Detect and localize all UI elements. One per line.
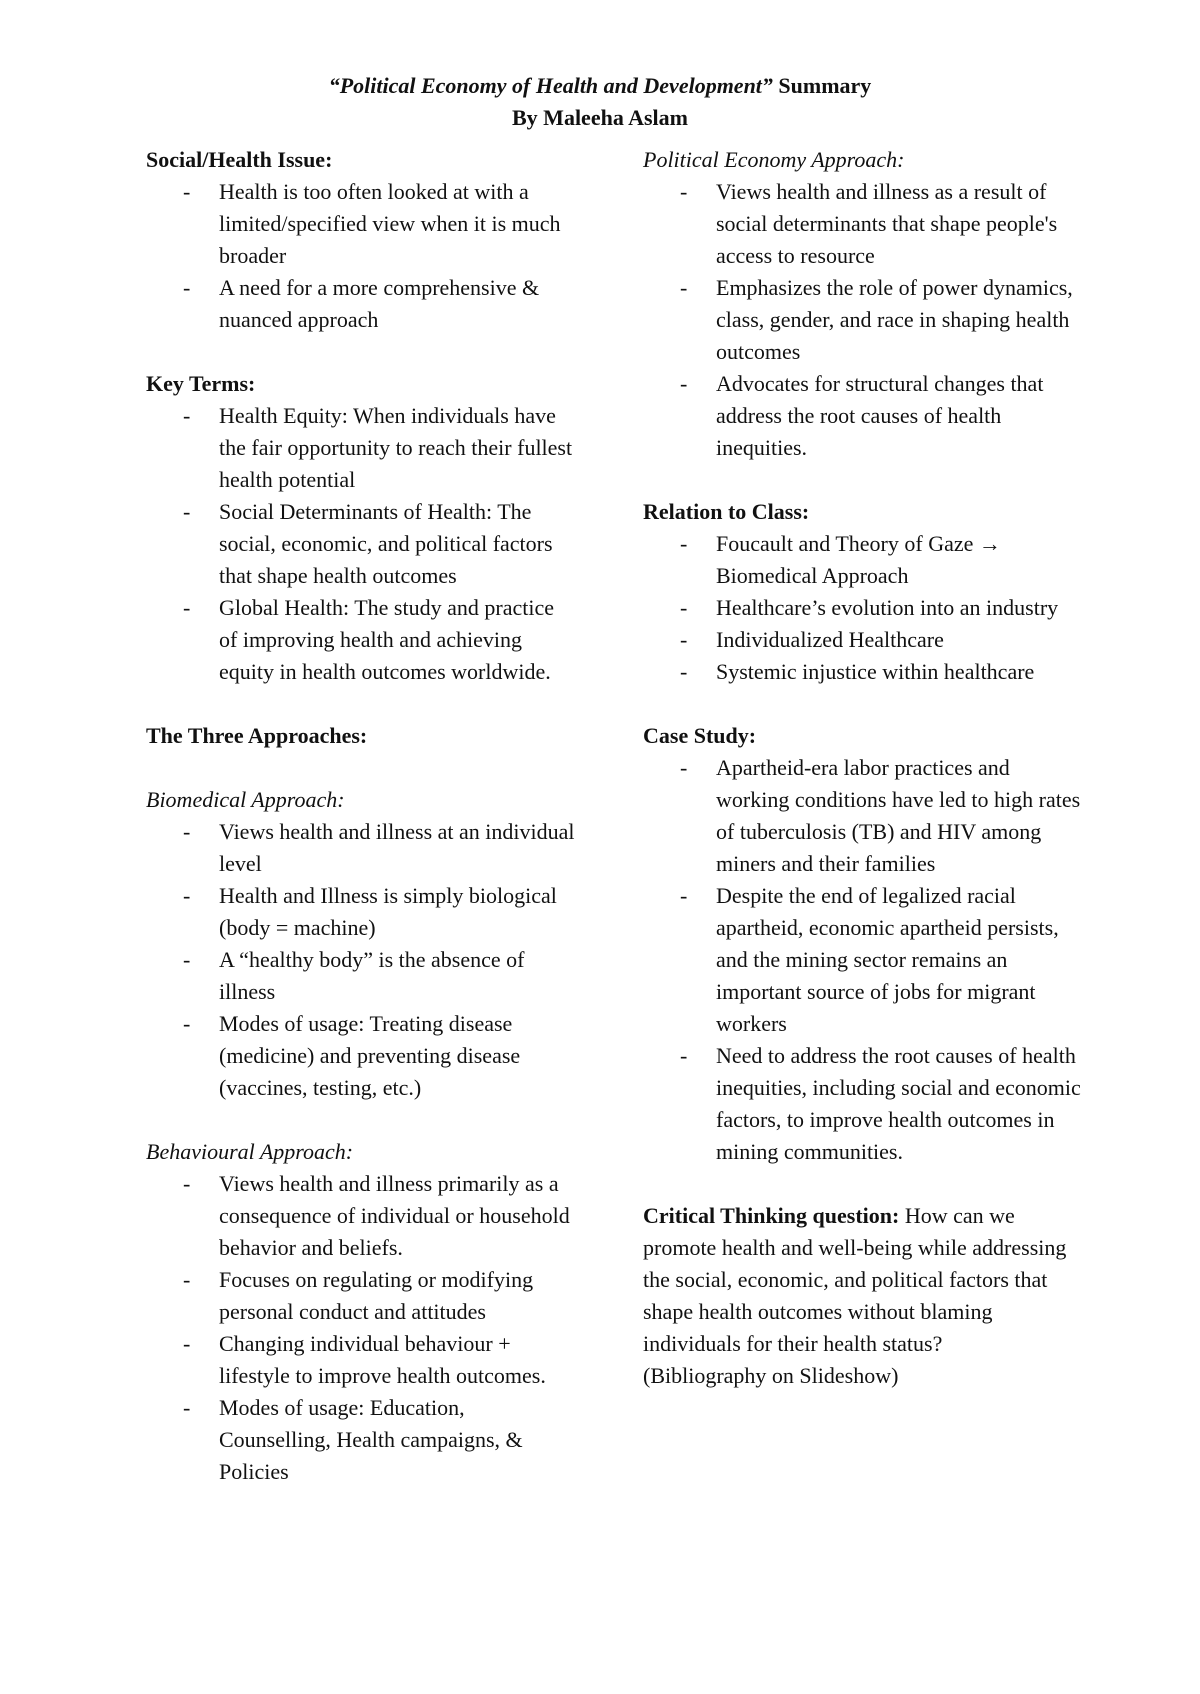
title-suffix: Summary xyxy=(772,73,872,98)
list-item: - Emphasizes the role of power dynamics, class, gender, and race in shaping health outcomes xyxy=(716,272,1083,368)
bibliography-note: (Bibliography on Slideshow) xyxy=(643,1363,899,1388)
critical-thinking-paragraph xyxy=(643,1200,1083,1360)
three-approaches-heading: The Three Approaches: xyxy=(146,723,368,748)
behavioural-heading: Behavioural Approach: xyxy=(146,1139,354,1164)
right-column xyxy=(643,144,1083,1392)
behavioural-list xyxy=(146,1168,576,1488)
document-title xyxy=(0,70,1200,102)
critical-thinking-label: Critical Thinking question: xyxy=(643,1203,900,1228)
key-terms-heading: Key Terms: xyxy=(146,371,256,396)
list-item: - Advocates for structural changes that address the root causes of health inequities. xyxy=(716,368,1083,464)
list-item: - Modes of usage: Treating disease (medicine) and preventing disease (vaccines, testing, etc.) xyxy=(219,1008,576,1104)
list-item: - Foucault and Theory of Gaze → Biomedical Approach xyxy=(716,528,1083,592)
list-item: - Apartheid-era labor practices and working conditions have led to high rates of tuberculosis (TB) and HIV among miners and their families xyxy=(716,752,1083,880)
title-italic: “Political Economy of Health and Development” xyxy=(328,73,773,98)
biomedical-list xyxy=(146,816,576,1104)
list-item: - A “healthy body” is the absence of illness xyxy=(219,944,576,1008)
case-study-heading: Case Study: xyxy=(643,723,757,748)
document-header xyxy=(0,70,1200,134)
list-item: - Views health and illness primarily as a consequence of individual or household behavior and beliefs. xyxy=(219,1168,576,1264)
list-item: - Views health and illness at an individual level xyxy=(219,816,576,880)
list-item: - A need for a more comprehensive & nuanced approach xyxy=(219,272,576,336)
political-economy-heading: Political Economy Approach: xyxy=(643,147,905,172)
case-study-list xyxy=(643,752,1083,1168)
list-item: - Systemic injustice within healthcare xyxy=(716,656,1083,688)
left-column xyxy=(146,144,576,1488)
list-item: - Social Determinants of Health: The social, economic, and political factors that shape health outcomes xyxy=(219,496,576,592)
biomedical-heading: Biomedical Approach: xyxy=(146,787,345,812)
list-item: - Modes of usage: Education, Counselling, Health campaigns, & Policies xyxy=(219,1392,576,1488)
key-terms-list xyxy=(146,400,576,688)
list-item: - Individualized Healthcare xyxy=(716,624,1083,656)
list-item: - Healthcare’s evolution into an industry xyxy=(716,592,1083,624)
relation-to-class-list xyxy=(643,528,1083,688)
list-item: - Views health and illness as a result of social determinants that shape people's access to resource xyxy=(716,176,1083,272)
social-issue-list xyxy=(146,176,576,336)
list-item: - Health and Illness is simply biological (body = machine) xyxy=(219,880,576,944)
list-item: - Despite the end of legalized racial apartheid, economic apartheid persists, and the mining sector remains an important source of jobs for migrant workers xyxy=(716,880,1083,1040)
list-item: - Focuses on regulating or modifying personal conduct and attitudes xyxy=(219,1264,576,1328)
list-item: - Health is too often looked at with a limited/specified view when it is much broader xyxy=(219,176,576,272)
social-issue-heading: Social/Health Issue: xyxy=(146,147,333,172)
list-item: - Changing individual behaviour + lifestyle to improve health outcomes. xyxy=(219,1328,576,1392)
list-item: - Global Health: The study and practice of improving health and achieving equity in health outcomes worldwide. xyxy=(219,592,576,688)
political-economy-list xyxy=(643,176,1083,464)
relation-to-class-heading: Relation to Class: xyxy=(643,499,810,524)
critical-thinking-text: How can we promote health and well-being while addressing the social, economic, and political factors that shape health outcomes without blaming individuals for their health status? xyxy=(643,1203,1067,1356)
list-item: - Health Equity: When individuals have the fair opportunity to reach their fullest health potential xyxy=(219,400,576,496)
list-item: - Need to address the root causes of health inequities, including social and economic factors, to improve health outcomes in mining communities. xyxy=(716,1040,1083,1168)
document-author: By Maleeha Aslam xyxy=(512,105,688,130)
